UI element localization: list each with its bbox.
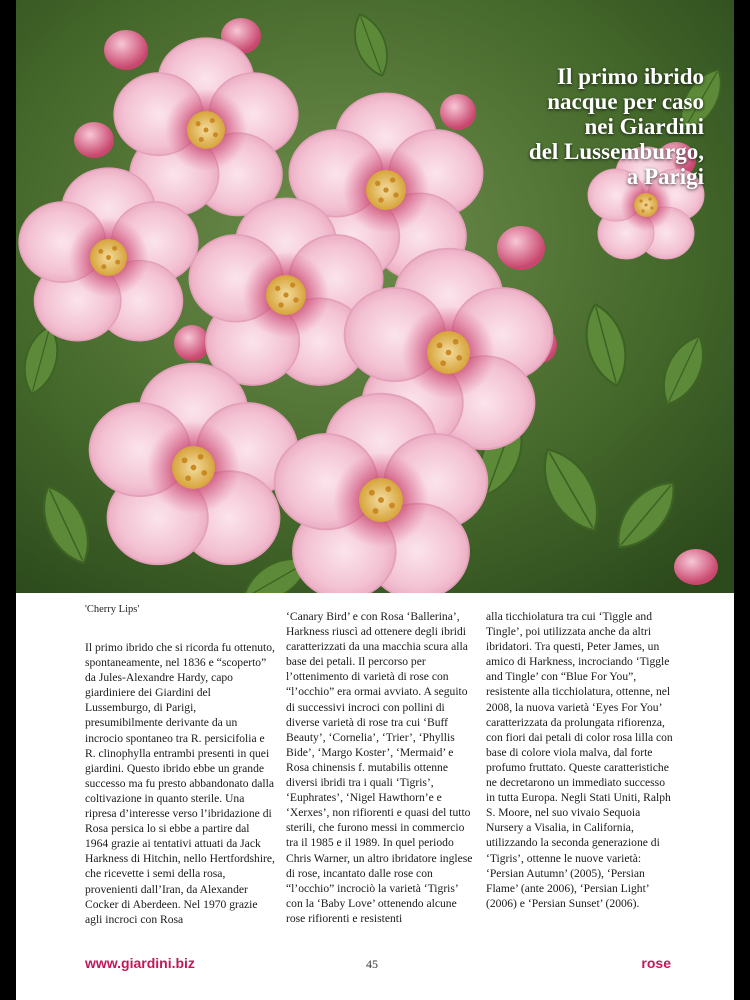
magazine-page bbox=[16, 0, 734, 1000]
footer-website: www.giardini.biz bbox=[85, 955, 195, 971]
text-column-2 bbox=[286, 609, 476, 926]
photo-caption: 'Cherry Lips' bbox=[85, 604, 140, 615]
column-1-text: Il primo ibrido che si ricorda fu ottenuto, spontaneamente, nel 1836 e “scoperto” da Jules-Alexandre Hardy, capo giardiniere dei Giardini del Lussemburgo, di Parigi, presumibilmente derivante da un incrocio spontaneo tra R. persicifolia e R. clinophylla entrambi presenti in quei giardini. Questo ibrido ebbe un grande successo ma fu presto abbandonato dalla coltivazione in quanto sterile. Una ripresa d’interesse verso l’ibridazione di Rosa persica lo si ebbe a partire dal 1964 grazie ai tentativi attuati da Jack Harkness di Hitchin, nello Hertfordshire, che ricevette i semi della rosa, provenienti dall’Iran, da Alexander Cocker di Aberdeen. Nel 1970 grazie agli incroci con Rosa bbox=[85, 641, 275, 926]
column-2-text: ‘Canary Bird’ e con Rosa ‘Ballerina’, Harkness riuscì ad ottenere degli ibridi caratterizzati da una macchia scura alla base dei petali. Il percorso per l’ottenimento di varietà di rose con “l’occhio” era ormai avviato. A seguito di successivi incroci con pollini di diverse varietà di rose tra cui ‘Buff Beauty’, ‘Cornelia’, ‘Trier’, ‘Phyllis Bide’, ‘Margo Koster’, ‘Mermaid’ e Rosa chinensis f. mutabilis ottenne diversi ibridi tra i quali ‘Tigris’, ‘Euphrates’, ‘Nigel Hawthorn’e e ‘Xerxes’, non rifiorenti e quasi del tutto sterili, che furono messi in commercio tra il 1985 e il 1989. In quel periodo Chris Warner, un altro ibridatore inglese di rose, incantato dalle rose con “l’occhio” incrociò la varietà ‘Tigris’ con la ‘Baby Love’ ottenendo alcune rose rifiorenti e resistenti bbox=[286, 610, 473, 925]
page-number: 45 bbox=[366, 957, 378, 971]
text-column-3 bbox=[486, 609, 676, 911]
roses-photo bbox=[16, 0, 734, 593]
text-column-1 bbox=[85, 640, 275, 927]
headline: Il primo ibrido nacque per caso nei Giardini del Lussemburgo, a Parigi bbox=[528, 64, 704, 189]
column-3-text: alla ticchiolatura tra cui ‘Tiggle and Tingle’, poi utilizzata anche da altri ibridatori. Tra questi, Peter James, un amico di Harkness, incrociando ‘Tiggle and Tingle’ con “Blue For You”, resistente alla ticchiolatura, ottenne, nel 2008, la nuova varietà ‘Eyes For You’ caratterizzata da prolungata rifiorenza, con fiori dai petali di color rosa lilla con base di colore viola malva, dal forte profumo fruttato. Queste caratteristiche ne decretarono un immediato successo in tutta Europa. Negli Stati Uniti, Ralph S. Moore, nel suo vivaio Sequoia Nursery a Visalia, in California, utilizzando la seconda generazione di ‘Tigris’, ottenne le nuove varietà: ‘Persian Autumn’ (2005), ‘Persian Flame’ (ante 2006), ‘Persian Light’ (2006) e ‘Persian Sunset’ (2006). bbox=[486, 610, 673, 910]
footer-section: rose bbox=[641, 955, 671, 971]
